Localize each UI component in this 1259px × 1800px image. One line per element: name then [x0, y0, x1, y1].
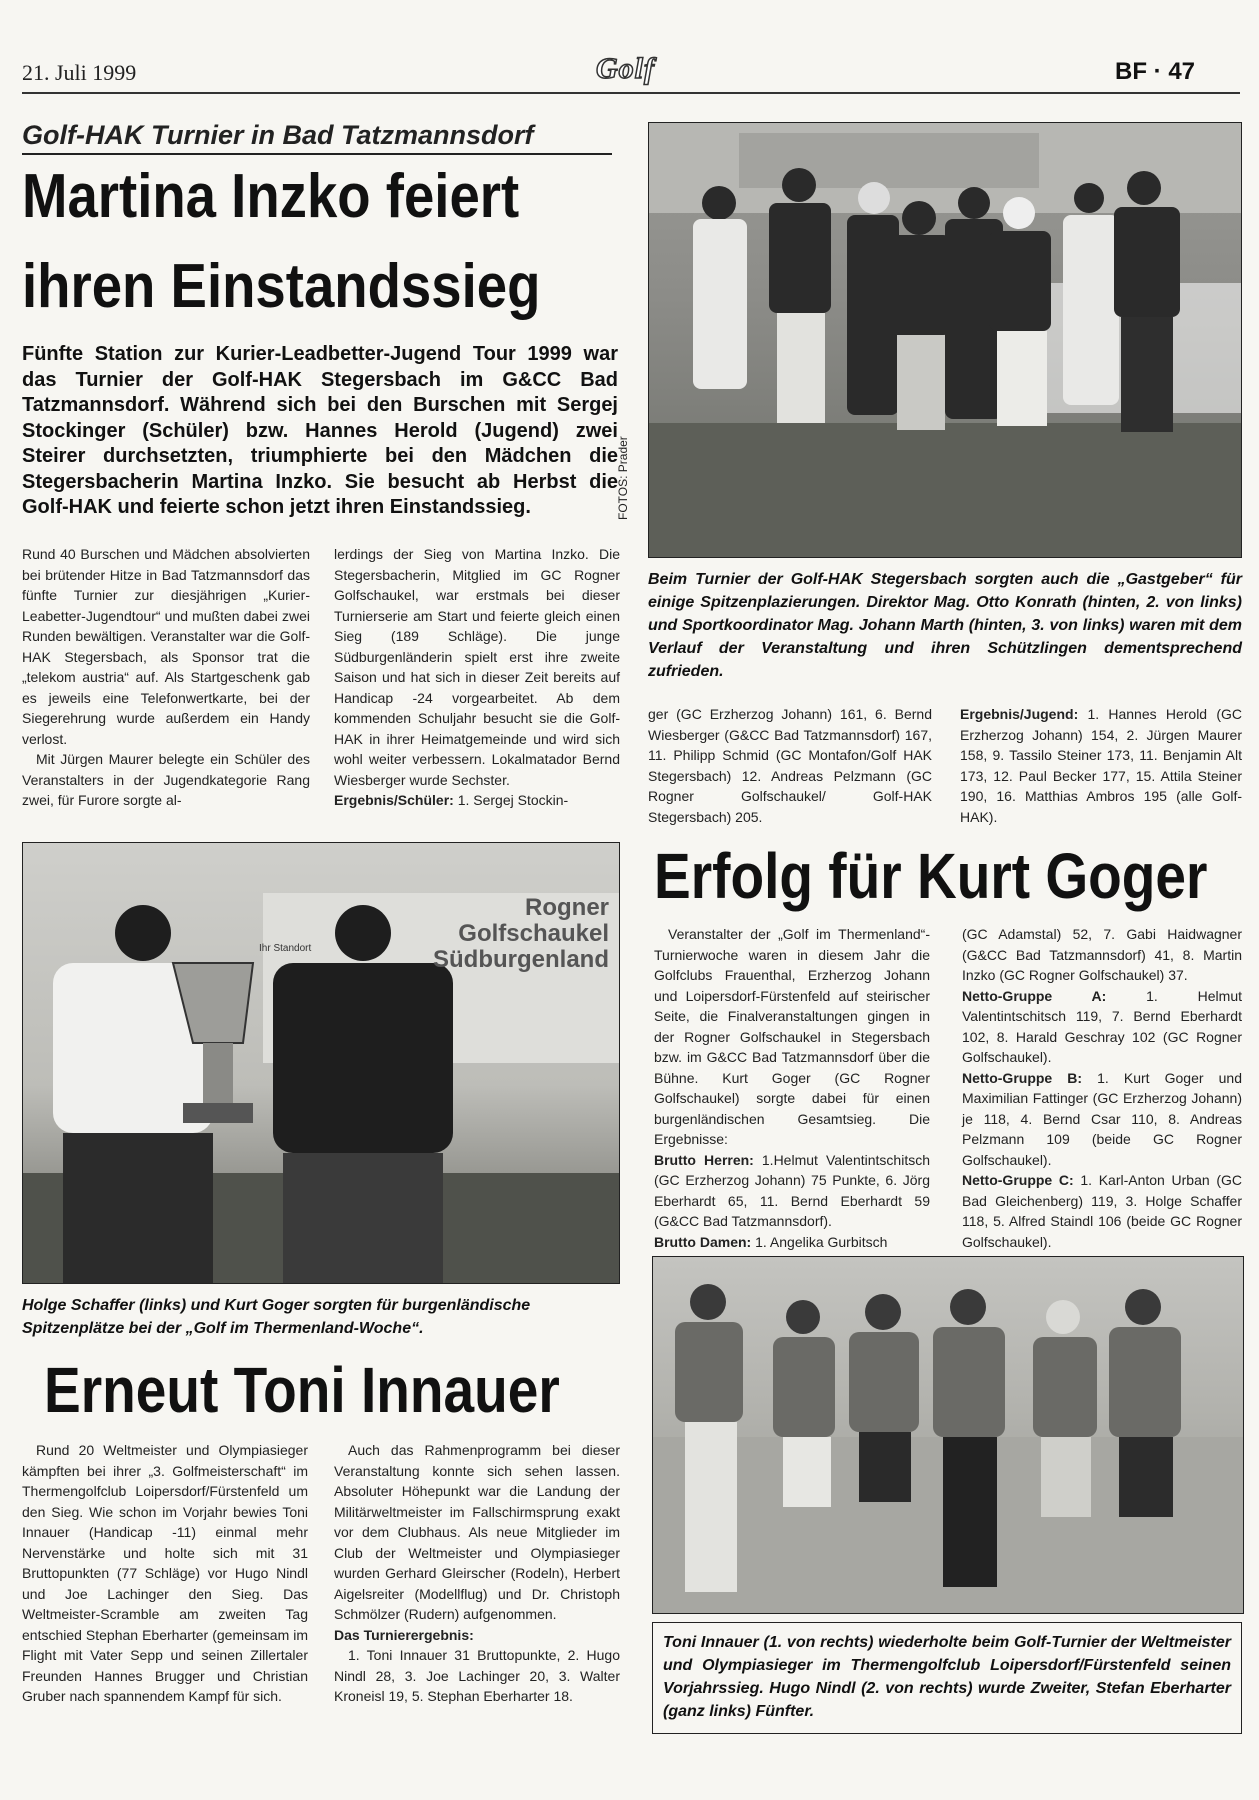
brutto-damen-label: Brutto Damen: — [654, 1233, 752, 1250]
article1-result-schueler: 1. Sergej Stockin- — [453, 792, 569, 808]
article3-headline: Erneut Toni Innauer — [44, 1354, 560, 1426]
athletes-photo-caption: Toni Innauer (1. von rechts) wiederholte beim Golf-Turnier der Weltmeister und Olympiasieger im Thermengolfclub Loipersdorf/Fürstenfeld seinen Vorjahrssieg. Hugo Nindl (2. von rechts) wurde Zweiter, Stefan Eberharter (ganz links) Fünfter. — [652, 1622, 1242, 1734]
issue-date: 21. Juli 1999 — [22, 60, 137, 85]
sign-suedburgenland: Südburgenland — [433, 946, 609, 973]
netto-c-label: Netto-Gruppe C: — [962, 1172, 1074, 1188]
header-rule — [22, 92, 1240, 94]
netto-c-result: 1. Karl-Anton Urban (GC Bad Gleichenberg) 119, 3. Holge Schaffer 118, 5. Alfred Staindl 106 (beide GC Rogner Golfschaukel). — [962, 1172, 1242, 1250]
article1-headline-line1: Martina Inzko feiert — [22, 162, 520, 231]
article2-column-1 — [654, 924, 930, 1252]
athletes-photo — [652, 1256, 1244, 1614]
team-photo-caption: Beim Turnier der Golf-HAK Stegersbach sorgten auch die „Gastgeber“ für einige Spitzenplazierungen. Direktor Mag. Otto Konrath (hinten, 2. von links) und Sportkoordinator Mag. Johann Marth (hinten, 3. von links) waren mit dem Verlauf der Veranstaltung und ihren Schützlingen dementsprechend zufrieden. — [648, 571, 1242, 680]
netto-a-label: Netto-Gruppe A: — [962, 987, 1107, 1004]
article1-result-jugend-label: Ergebnis/Jugend: — [960, 706, 1079, 722]
article3-result-label: Das Turnierergebnis: — [334, 1626, 474, 1643]
section-title: Golf — [596, 52, 655, 85]
sign-golfschaukel: Golfschaukel — [458, 920, 609, 947]
article3-col1-para: Rund 20 Weltmeister und Olympiasieger kämpften bei ihrer „3. Golfmeisterschaft“ im Thermengolfclub Loipersdorf/Fürstenfeld um den Sieg. Wie schon im Vorjahr bewies Toni Innauer (Handicap -11) einmal mehr Nervenstärke und holte sich mit 31 Bruttopunkten (77 Schläge) vor Hugo Nindl und Joe Lachinger den Sieg. Das Weltmeister-Scramble am zweiten Tag entschied Stephan Eberharter (gemeinsam im Flight mit Vater Sepp und seinen Zillertaler Freunden Hannes Brugger und Christian Gruber nach spannendem Kampf für sich. — [22, 1442, 308, 1704]
brutto-damen-result: 1. Angelika Gurbitsch — [751, 1233, 888, 1250]
netto-a-result: 1. Helmut Valentintschitsch 119, 7. Bernd Eberhardt 102, 8. Harald Geschray 102 (GC Rogner Golfschaukel). — [962, 987, 1242, 1065]
article1-col1-para1: Rund 40 Burschen und Mädchen absolvierten bei brütender Hitze in Bad Tatzmannsdorf das fünfte Turnier zur diesjährigen „Kurier-Leabetter-Jugendtour“ und mußten dabei zwei Runden bewältigen. Veranstalter war die Golf-HAK Stegersbach, als Sponsor trat die „telekom austria“ auf. Als Startgeschenk gab es jeweils eine Telefonwertkarte, bei der Siegerehrung wurde außerdem ein Handy verlost. — [22, 546, 310, 747]
netto-b-label: Netto-Gruppe B: — [962, 1069, 1083, 1086]
team-photo-illustration — [649, 123, 1241, 557]
article1-col2-para: lerdings der Sieg von Martina Inzko. Die Stegersbacherin, Mitglied im GC Rogner Golfschaukel, war erstmals bei dieser Turnierserie am Start und feierte gleich einen Sieg (189 Schläge). Die junge Südburgenländerin spielt erst ihre zweite Saison und hat sich in dieser Zeit bereits auf Handicap -24 vorgearbeitet. Ab dem kommenden Schuljahr besucht sie die Golf-HAK in ihrer Heimatgemeinde und wird sich wohl weiter verbessern. Lokalmatador Bernd Wiesberger wurde Sechster. — [334, 546, 620, 788]
article1-kicker: Golf-HAK Turnier in Bad Tatzmannsdorf — [22, 120, 612, 155]
article3-column-1 — [22, 1440, 308, 1707]
photo-credit: FOTOS: Prader — [616, 436, 630, 520]
netto-b-result: 1. Kurt Goger und Maximilian Fattinger (GC Erzherzog Johann) je 118, 4. Bernd Csar 110, 8. Andreas Pelzmann 109 (beide GC Rogner Golfschaukel). — [962, 1069, 1242, 1168]
athletes-photo-illustration — [653, 1257, 1243, 1613]
article2-headline: Erfolg für Kurt Goger — [654, 840, 1208, 912]
article1-column-1 — [22, 544, 310, 811]
team-photo — [648, 122, 1242, 558]
article1-result-jugend: 1. Hannes Herold (GC Erzherzog Johann) 154, 2. Jürgen Maurer 158, 9. Tassilo Steiner 173, 11. Benjamin Alt 173, 12. Paul Becker 177, 15. Attila Steiner 190, 16. Matthias Ambros 195 (alle Golf-HAK). — [960, 706, 1242, 825]
sign-rogner: Rogner — [525, 894, 609, 921]
article2-column-2 — [962, 924, 1242, 1252]
article3-result: 1. Toni Innauer 31 Bruttopunkte, 2. Hugo Nindl 28, 3. Joe Lachinger 20, 3. Walter Kroneisl 19, 5. Stephan Eberharter 18. — [334, 1647, 620, 1704]
article1-result-schueler-label: Ergebnis/Schüler: — [334, 792, 454, 808]
article3-col2-para: Auch das Rahmenprogramm bei dieser Veranstaltung konnte sich sehen lassen. Absoluter Höhepunkt war die Landung der Militärweltmeister im Fallschirmsprung exakt vor dem Clubhaus. Als neue Mitglieder im Club der Weltmeister und Olympiasieger wurden Gerhard Gleirscher (Rodeln), Herbert Aigelsreiter (Modellflug) und Dr. Christoph Schmölzer (Rudern) aufgenommen. — [334, 1442, 620, 1622]
article1-col1-para2: Mit Jürgen Maurer belegte ein Schüler des Veranstalters in der Jugendkategorie Rang zwei, für Furore sorgte al- — [22, 751, 310, 808]
article1-lead: Fünfte Station zur Kurier-Leadbetter-Jugend Tour 1999 war das Turnier der Golf-HAK Stegersbach im G&CC Bad Tatzmannsdorf. Während sich bei den Burschen mit Sergej Stockinger (Schüler) bzw. Hannes Herold (Jugend) zwei Steirer durchsetzten, triumphierte bei den Mädchen die Stegersbacherin Martina Inzko. Sie besucht ab Herbst die Golf-HAK und feierte schon jetzt ihren Einstandssieg. — [22, 343, 618, 518]
trophy-photo — [22, 842, 620, 1284]
article3-column-2 — [334, 1440, 620, 1707]
article2-col1-para: Veranstalter der „Golf im Thermenland“-Turnierwoche waren in diesem Jahr die Golfclubs Frauenthal, Erzherzog Johann und Loipersdorf-Fürstenfeld auf steirischer Seite, die Finalveranstaltungen gingen in der Rogner Golfschaukel in Stegersbach bzw. im G&CC Bad Tatzmannsdorf über die Bühne. Kurt Goger (GC Rogner Golfschaukel) sorgte dabei für einen burgenländischen Gesamtsieg. Die Ergebnisse: — [654, 926, 930, 1147]
trophy-photo-caption: Holge Schaffer (links) und Kurt Goger sorgten für burgenländische Spitzenplätze bei der „Golf im Thermenland-Woche“. — [22, 1297, 531, 1337]
article1-col3-para: ger (GC Erzherzog Johann) 161, 6. Bernd Wiesberger (G&CC Bad Tatzmannsdorf) 167, 11. Philipp Schmid (GC Montafon/Golf HAK Stegersbach) 12. Andreas Pelzmann (GC Rogner Golfschaukel/ Golf-HAK Stegersbach) 205. — [648, 706, 932, 825]
article1-headline-line2: ihren Einstandssieg — [22, 252, 541, 321]
article2-col2-para: (GC Adamstal) 52, 7. Gabi Haidwagner (G&CC Bad Tatzmannsdorf) 41, 8. Martin Inzko (GC Rogner Golfschaukel) 37. — [962, 926, 1242, 983]
brutto-herren-label: Brutto Herren: — [654, 1151, 754, 1168]
brutto-herren-result: 1.Helmut Valentintschitsch (GC Erzherzog Johann) 75 Punkte, 6. Jörg Eberhardt 65, 11. Bernd Eberhardt 59 (G&CC Bad Tatzmannsdorf). — [654, 1151, 930, 1229]
article1-column-3 — [648, 704, 932, 827]
page-reference: BF · 47 — [1115, 58, 1196, 85]
sign-standort: Ihr Standort — [259, 943, 312, 954]
article1-column-4 — [960, 704, 1242, 827]
article1-column-2 — [334, 544, 620, 811]
